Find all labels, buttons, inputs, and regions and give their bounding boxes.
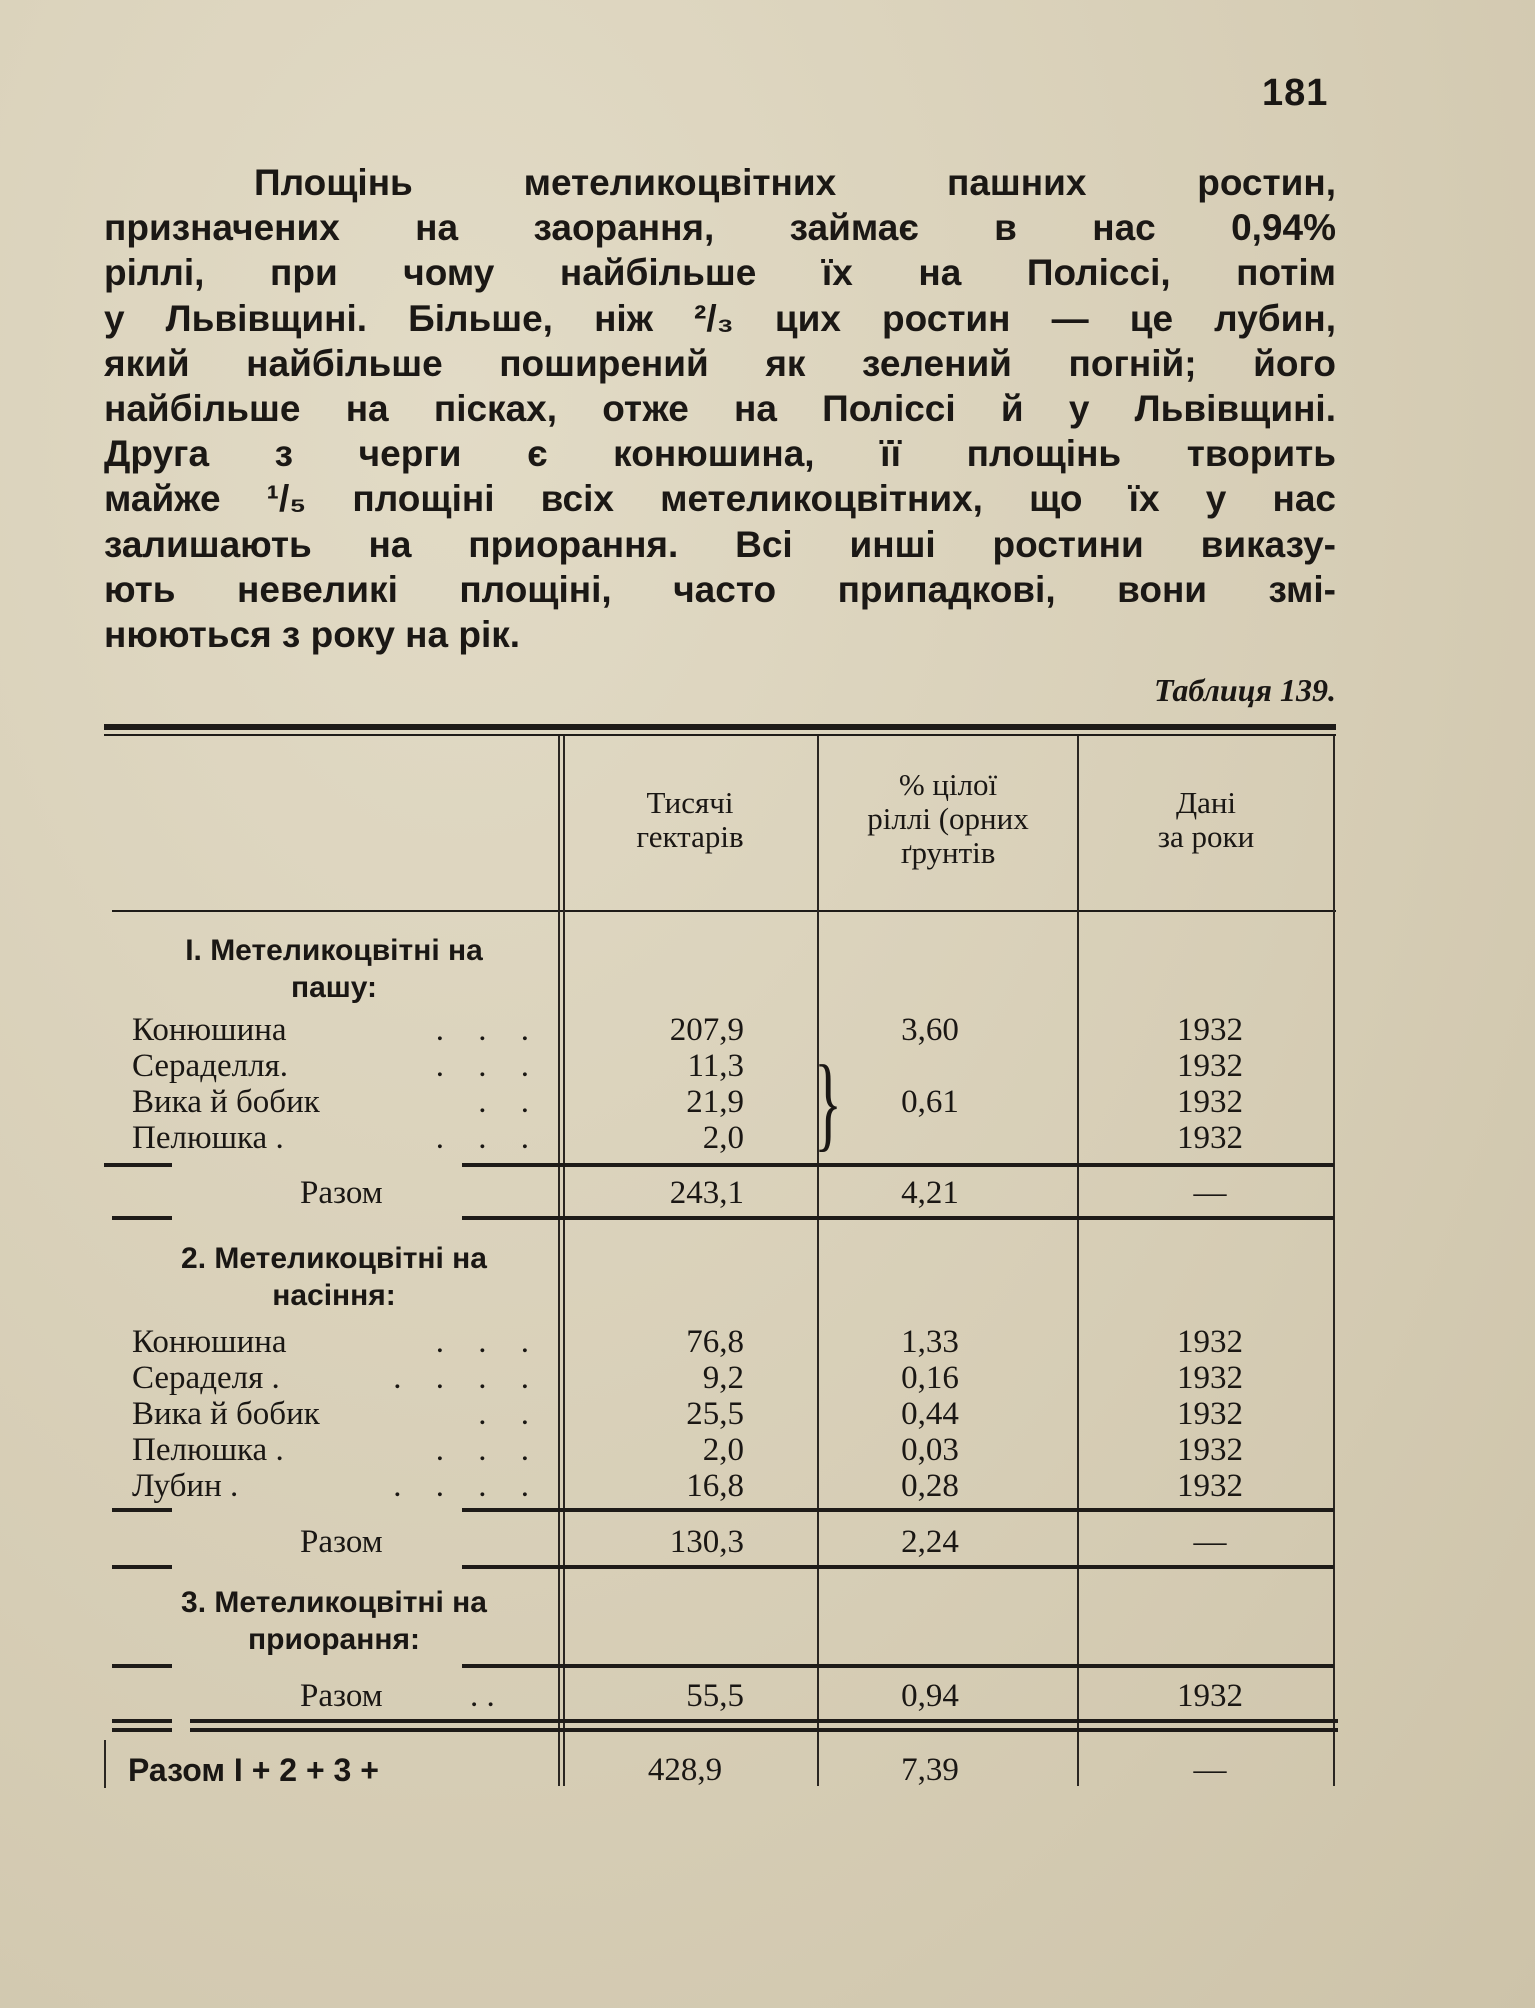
cell-percent-total: 4,21: [901, 1175, 959, 1211]
row-label: [132, 1432, 552, 1468]
paragraph-line: ріллі, при чому найбільше їх на Поліссі, потім: [104, 252, 1336, 294]
page-number: 181: [1262, 72, 1329, 114]
row-label: [132, 1084, 552, 1120]
grand-rule-short: [112, 1719, 172, 1723]
cell-percent: 0,28: [901, 1468, 959, 1504]
cell-percent: 3,60: [901, 1012, 959, 1048]
total-label: Разом: [300, 1524, 383, 1560]
cell-year: 1932: [1177, 1360, 1243, 1396]
cell-percent-grand: 7,39: [901, 1752, 959, 1788]
body-paragraph: [104, 160, 1336, 657]
cell-year: 1932: [1177, 1324, 1243, 1360]
subtotal-rule-short: [112, 1508, 172, 1512]
subtotal-rule-short: [104, 1163, 172, 1167]
header-years-line1: Дані: [1175, 785, 1237, 820]
row-label: [132, 1468, 552, 1504]
row-name: Конюшина: [132, 1012, 287, 1048]
cell-year-total: —: [1193, 1524, 1227, 1560]
leader-dots: . .: [478, 1396, 542, 1432]
total-rule: [462, 1216, 1334, 1220]
table-top-rule-thin: [104, 734, 1336, 736]
grand-rule: [190, 1719, 1338, 1723]
section-title-line1: 2. Метеликоцвітні на: [181, 1242, 487, 1275]
cell-percent: 0,03: [901, 1432, 959, 1468]
header-percent-line1: % цілої: [898, 767, 998, 802]
row-name: Сераделя .: [132, 1360, 280, 1396]
row-label: [132, 1120, 552, 1156]
total-rule: [462, 1565, 1334, 1569]
row-label: [132, 1012, 552, 1048]
leader-dots: . .: [470, 1678, 495, 1714]
section-title: [124, 1584, 544, 1658]
cell-percent-total: 0,94: [901, 1678, 959, 1714]
column-divider: [1077, 736, 1079, 1786]
row-name: Вика й бобик: [132, 1084, 320, 1120]
paragraph-line: залишають на приорання. Всі инші ростини виказу-: [104, 523, 1336, 565]
grand-rule-2: [190, 1728, 1338, 1732]
paragraph-line: Друга з черги є конюшина, її площінь творить: [104, 433, 1336, 475]
section-title-line1: 3. Метеликоцвітні на: [181, 1586, 487, 1619]
subtotal-rule: [462, 1508, 1334, 1512]
cell-year: 1932: [1177, 1396, 1243, 1432]
row-name: Пелюшка .: [132, 1120, 284, 1156]
paragraph-line: призначених на заорання, займає в нас 0,94%: [104, 207, 1336, 249]
total-label: Разом: [300, 1678, 383, 1714]
header-percent-line3: ґрунтів: [900, 835, 996, 870]
cell-percent: 0,16: [901, 1360, 959, 1396]
cell-thousands: 25,5: [686, 1396, 744, 1432]
cell-thousands: 2,0: [702, 1120, 744, 1156]
grand-rule-short-2: [112, 1728, 172, 1732]
cell-thousands: 11,3: [687, 1048, 744, 1084]
column-divider: [817, 736, 819, 1786]
row-label: [132, 1048, 552, 1084]
leader-dots: . . .: [435, 1324, 542, 1360]
row-label: [132, 1396, 552, 1432]
paragraph-line: у Львівщині. Більше, ніж ²/₃ цих ростин — це лубин,: [104, 297, 1336, 339]
row-name: Пелюшка .: [132, 1432, 284, 1468]
grand-total-label: Разом І + 2 + 3 +: [128, 1752, 379, 1788]
header-years: [1082, 786, 1330, 854]
cell-year-total: 1932: [1177, 1678, 1243, 1714]
table-top-rule: [104, 724, 1336, 730]
leader-dots: . . .: [435, 1012, 542, 1048]
cell-year: 1932: [1177, 1432, 1243, 1468]
paragraph-line: нюються з року на рік.: [104, 613, 521, 655]
cell-year: 1932: [1177, 1012, 1243, 1048]
paragraph-line: найбільше на пісках, отже на Поліссі й у Львівщині.: [104, 387, 1336, 429]
paragraph-line: який найбільше поширений як зелений погній; його: [104, 342, 1336, 384]
row-name: Лубин .: [132, 1468, 239, 1504]
header-percent: [822, 768, 1074, 870]
cell-thousands: 2,0: [702, 1432, 744, 1468]
leader-dots: . . .: [435, 1048, 542, 1084]
row-label: [132, 1324, 552, 1360]
cell-year: 1932: [1177, 1048, 1243, 1084]
cell-year-total: —: [1193, 1175, 1227, 1211]
cell-year: 1932: [1177, 1120, 1243, 1156]
grouping-brace: }: [814, 1044, 842, 1161]
subtotal-rule-short: [112, 1664, 172, 1668]
row-name: Конюшина: [132, 1324, 287, 1360]
column-divider: [563, 736, 565, 1786]
leader-dots: . .: [478, 1084, 542, 1120]
table-caption: Таблиця 139.: [1153, 672, 1336, 708]
section-title-line1: І. Метеликоцвітні на: [185, 934, 483, 967]
paragraph-line: Площінь метеликоцвітних пашних ростин,: [254, 162, 1336, 203]
cell-percent-total: 2,24: [901, 1524, 959, 1560]
cell-thousands-total: 55,5: [686, 1678, 744, 1714]
cell-thousands-total: 243,1: [669, 1175, 744, 1211]
cell-year-grand: —: [1193, 1752, 1227, 1788]
total-rule-short: [112, 1216, 172, 1220]
section-title-line2: насіння:: [272, 1279, 396, 1312]
left-border: [104, 1740, 106, 1788]
leader-dots: . . .: [435, 1120, 542, 1156]
cell-thousands: 16,8: [686, 1468, 744, 1504]
header-bottom-rule: [112, 910, 1336, 912]
header-thousands: [570, 786, 810, 854]
column-divider: [558, 736, 560, 1786]
cell-thousands: 21,9: [686, 1084, 744, 1120]
cell-percent: 0,44: [901, 1396, 959, 1432]
column-divider: [1333, 736, 1335, 1786]
header-percent-line2: ріллі (орних: [867, 801, 1029, 836]
row-name: Вика й бобик: [132, 1396, 320, 1432]
cell-thousands: 9,2: [702, 1360, 744, 1396]
cell-thousands: 207,9: [669, 1012, 744, 1048]
row-name: Сераделля.: [132, 1048, 289, 1084]
cell-percent: 1,33: [901, 1324, 959, 1360]
leader-dots: . . . .: [393, 1468, 542, 1504]
cell-year: 1932: [1177, 1084, 1243, 1120]
leader-dots: . . .: [435, 1432, 542, 1468]
header-years-line2: за роки: [1157, 819, 1255, 854]
header-thousands-line2: гектарів: [636, 819, 744, 854]
leader-dots: . . . .: [393, 1360, 542, 1396]
row-label: [132, 1360, 552, 1396]
subtotal-rule: [462, 1664, 1334, 1668]
section-title: [124, 1240, 544, 1314]
header-thousands-line1: Тисячі: [646, 785, 734, 820]
cell-percent: 0,61: [901, 1084, 959, 1120]
total-rule-short: [112, 1565, 172, 1569]
total-label: Разом: [300, 1175, 383, 1211]
section-title-line2: пашу:: [290, 971, 378, 1004]
cell-thousands-total: 130,3: [669, 1524, 744, 1560]
cell-year: 1932: [1177, 1468, 1243, 1504]
section-title-line2: приорання:: [248, 1623, 420, 1656]
subtotal-rule: [462, 1163, 1334, 1167]
cell-thousands: 76,8: [686, 1324, 744, 1360]
cell-thousands-grand: 428,9: [647, 1752, 723, 1788]
paragraph-line: майже ¹/₅ площіні всіх метеликоцвітних, що їх у нас: [104, 478, 1336, 520]
paragraph-line: ють невеликі площіні, часто припадкові, вони змі-: [104, 568, 1336, 610]
section-title: [124, 932, 544, 1006]
